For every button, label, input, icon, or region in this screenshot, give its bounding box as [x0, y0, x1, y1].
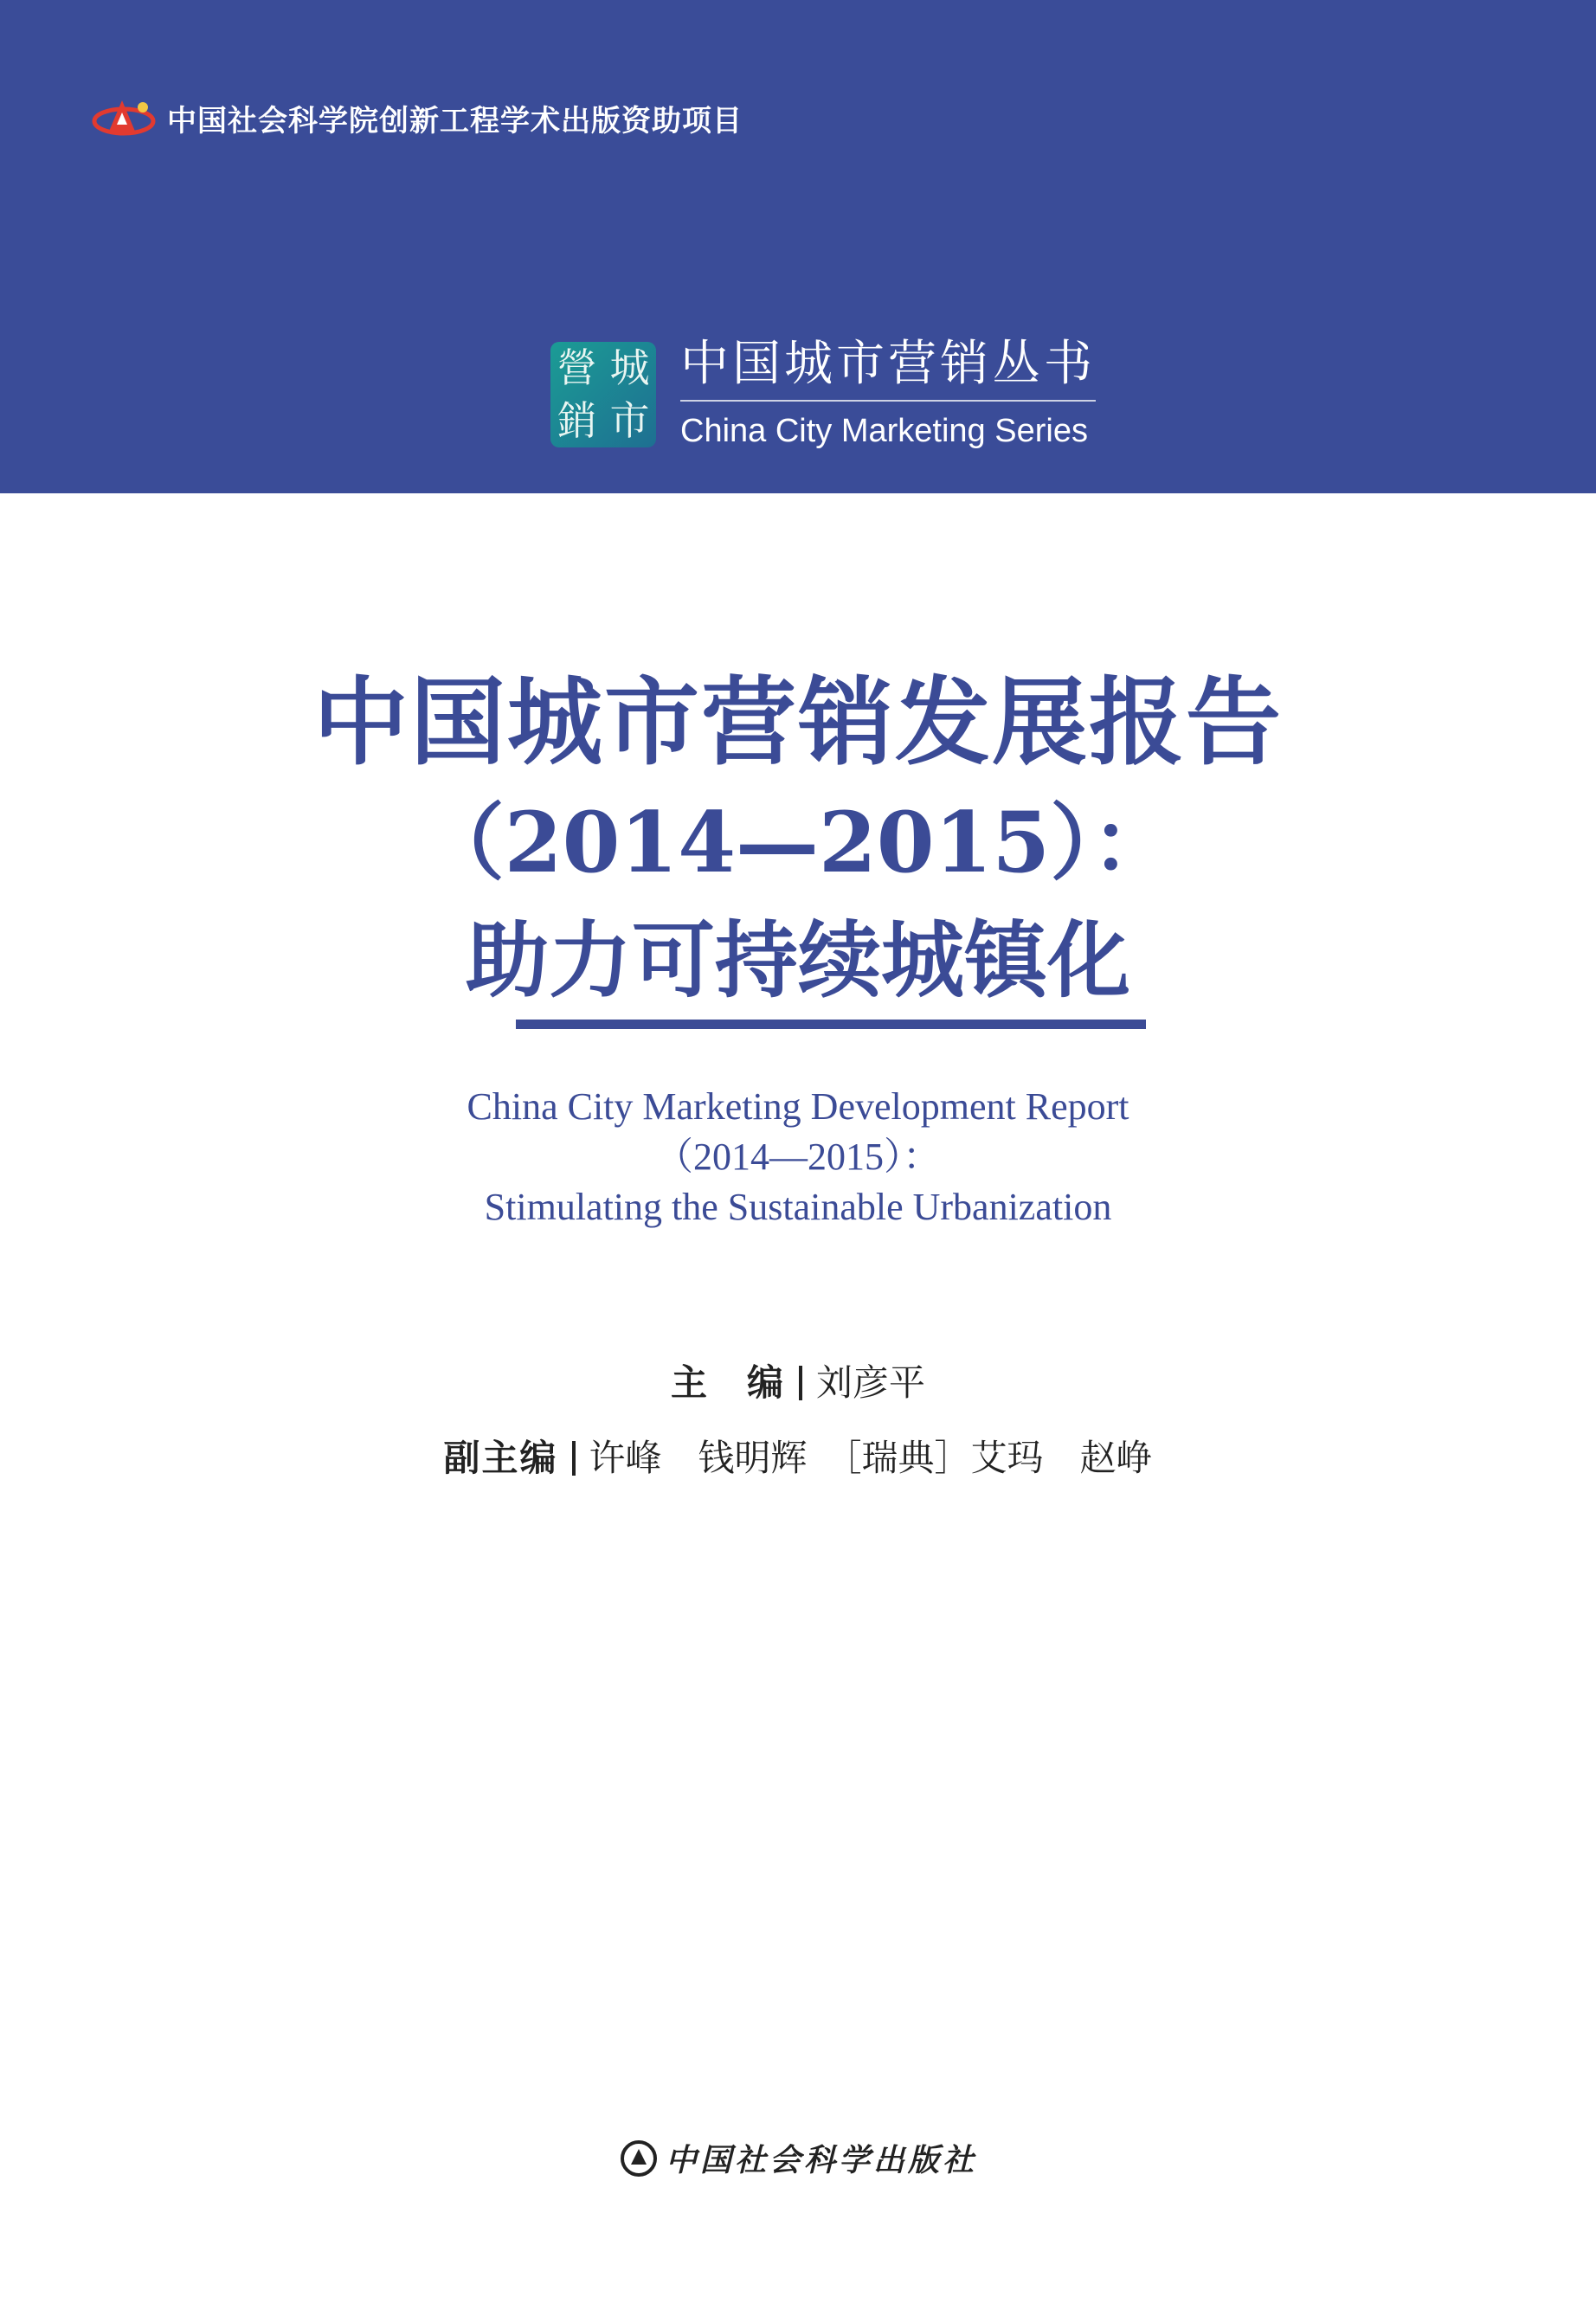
series-seal — [550, 342, 656, 447]
separator-bar — [572, 1441, 576, 1476]
title-en-line3: Stimulating the Sustainable Urbanization — [484, 1186, 1112, 1228]
series-title-en: China City Marketing Series — [680, 412, 1088, 449]
deputy-editor-label: 副主编 — [443, 1437, 558, 1479]
chief-editor — [0, 1354, 1596, 1406]
series-brand — [550, 338, 1096, 451]
series-text — [680, 338, 1096, 451]
deputy-editors — [0, 1430, 1596, 1482]
deputy-editor-names: 许峰 钱明辉 ［瑞典］艾玛 赵峥 — [589, 1437, 1153, 1479]
title-en-line1: China City Marketing Development Report — [467, 1085, 1129, 1128]
publisher-name: 中国社会科学出版社 — [665, 2142, 977, 2178]
publisher — [0, 2136, 1596, 2180]
program-banner — [91, 92, 743, 144]
title-cn-line2: （2014—2015）： — [421, 794, 1175, 891]
book-title-en — [0, 1082, 1596, 1232]
seal-char: 銷 — [557, 397, 597, 445]
title-en-line2: （2014—2015）： — [655, 1135, 941, 1178]
chief-editor-names: 刘彦平 — [816, 1361, 926, 1404]
book-title — [0, 666, 1596, 1009]
series-title-cn: 中国城市营销丛书 — [680, 338, 1096, 402]
seal-char: 城 — [609, 344, 650, 392]
title-cn-line1: 中国城市营销发展报告 — [313, 666, 1283, 778]
cass-logo-icon — [91, 95, 157, 140]
seal-char: 市 — [609, 397, 650, 445]
seal-char: 營 — [557, 344, 597, 392]
title-divider — [516, 1020, 1146, 1029]
chief-editor-label: 主 编 — [670, 1361, 785, 1404]
publisher-logo-icon — [619, 2139, 659, 2178]
program-text: 中国社会科学院创新工程学术出版资助项目 — [167, 103, 743, 138]
separator-bar — [799, 1366, 802, 1400]
title-cn-line3: 助力可持续城镇化 — [466, 911, 1130, 1009]
